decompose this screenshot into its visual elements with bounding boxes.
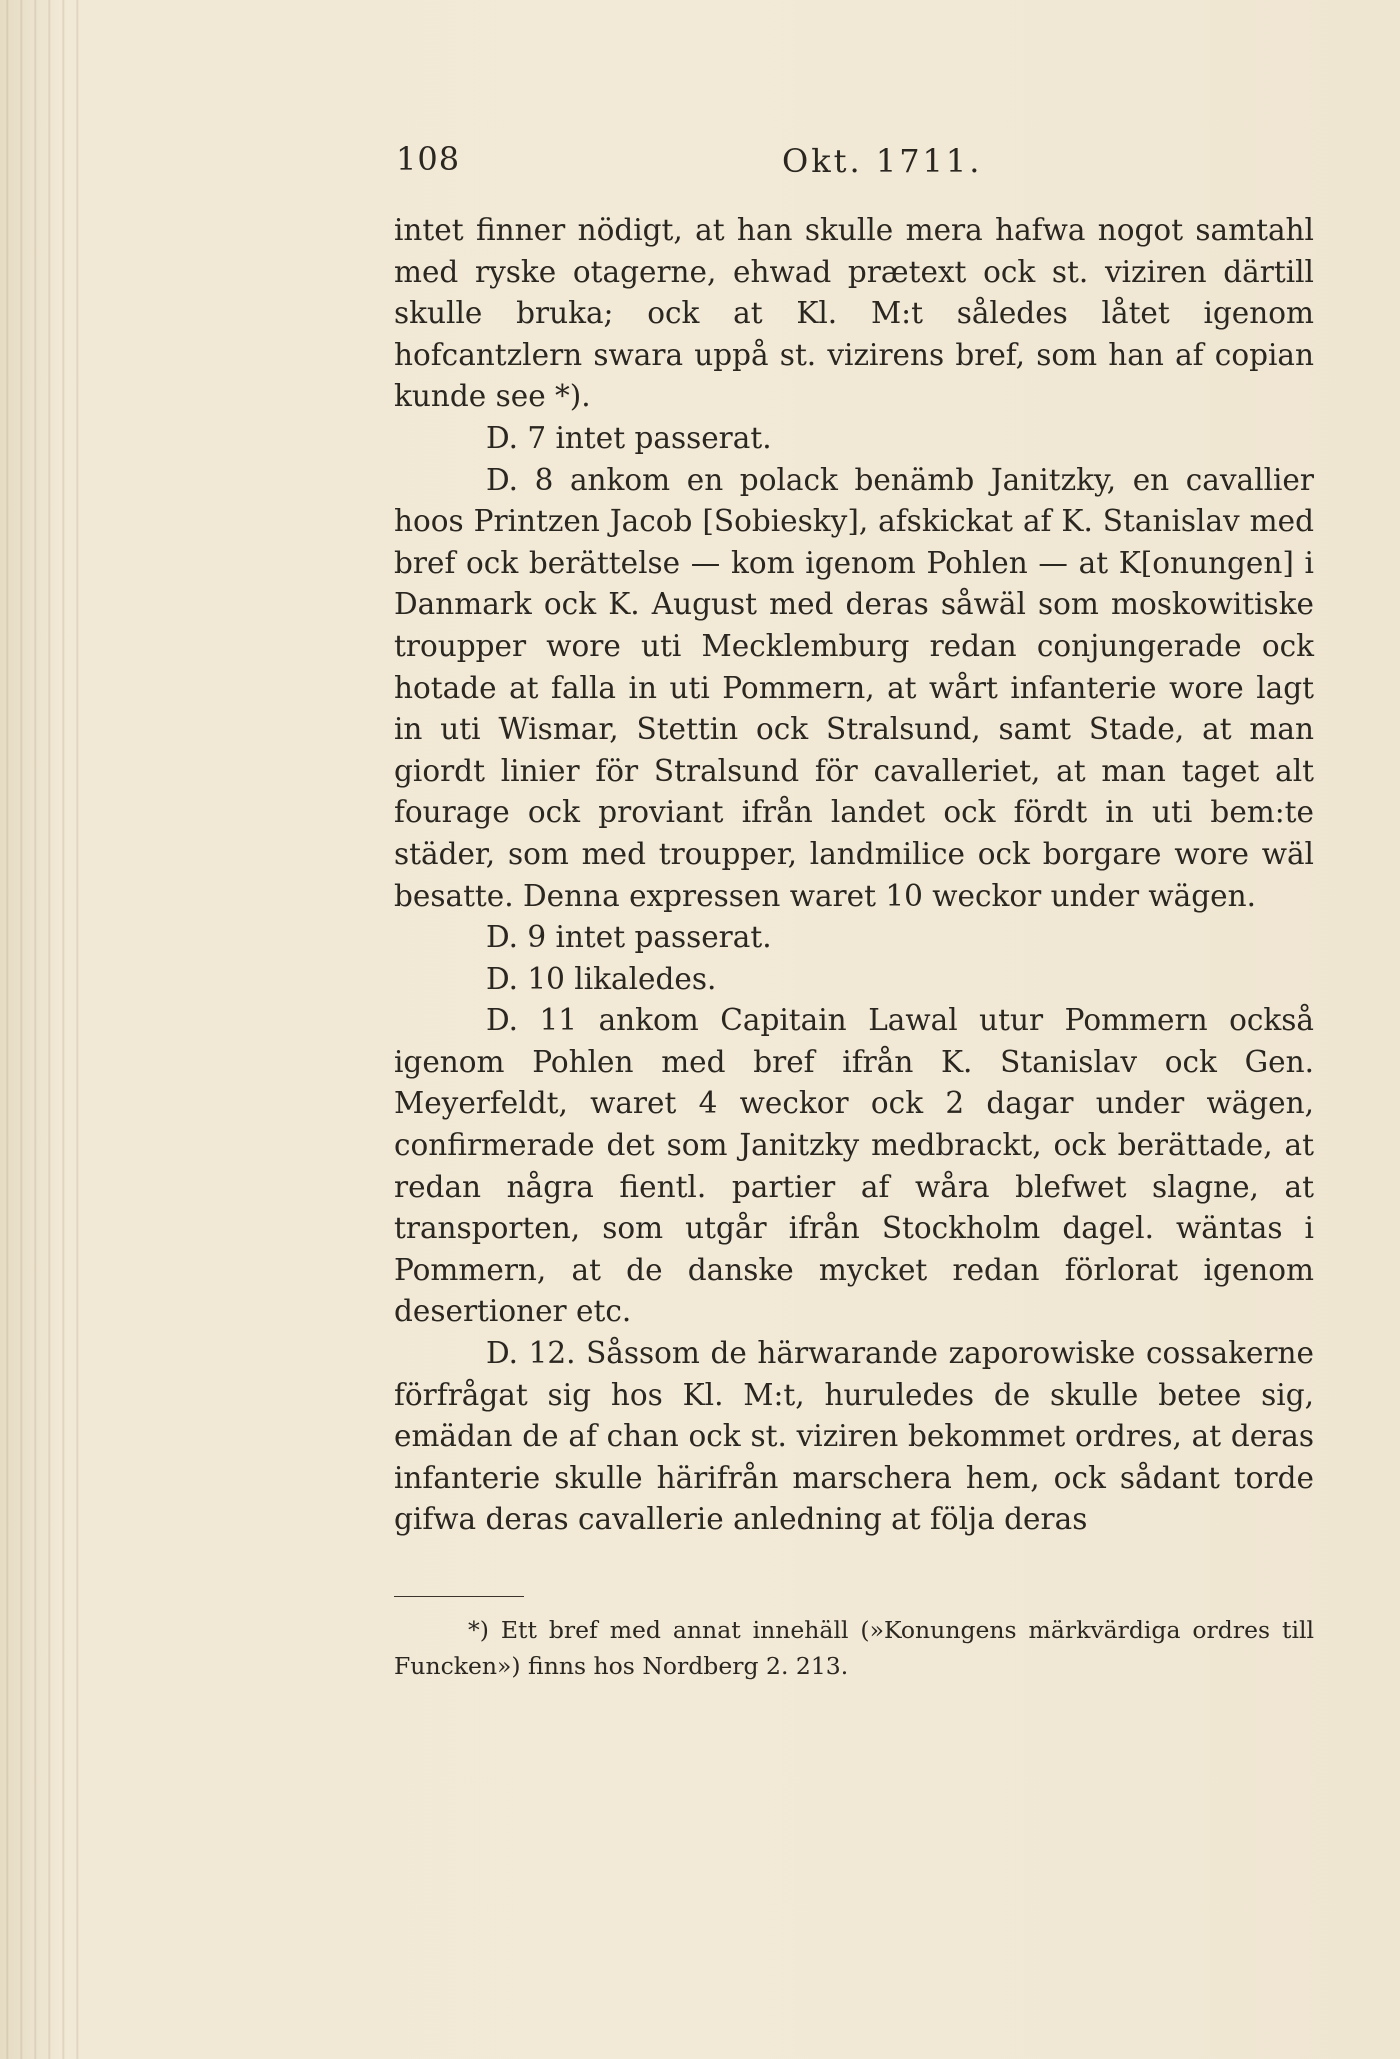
paragraph: D. 9 intet passerat. [486,920,772,955]
running-head: Okt. 1711. [782,142,983,180]
paragraph: D. 10 likaledes. [486,961,717,996]
page-binding-edge [0,0,80,2059]
paragraph: intet finner nödigt, at han skulle mera hafwa nogot samtahl med ryske otagerne, ehwad prætext ock st. viziren därtill skulle bruka; ock at Kl. M:t således låtet igenom hofcantzlern swara uppå st. vizirens bref, som han af copian kunde see *). [394,213,1314,414]
footnote [394,1612,1314,1684]
footnote-divider [394,1596,524,1597]
paragraph: D. 8 ankom en polack benämb Janitzky, en cavallier hoos Printzen Jacob [Sobiesky], afskickat af K. Stanislav med bref ock berättelse — kom igenom Pohlen — at K[onungen] i Danmark ock K. August med deras såwäl som moskowitiske troupper wore uti Mecklemburg redan conjungerade ock hotade at falla in uti Pommern, at wårt infanterie wore lagt in uti Wismar, Stettin ock Stralsund, samt Stade, at man giordt linier för Stralsund för cavalleriet, at man taget alt fourage ock proviant ifrån landet ock fördt in uti bem:te städer, som med troupper, landmilice ock borgare wore wäl besatte. Denna expressen waret 10 weckor under wägen. [394,462,1314,913]
page-number: 108 [396,140,461,178]
main-text [394,210,1314,1541]
paragraph: D. 7 intet passerat. [486,420,772,455]
paragraph: D. 12. Såssom de härwarande zaporowiske cossakerne förfrågat sig hos Kl. M:t, huruledes de skulle betee sig, emädan de af chan ock st. viziren bekommet ordres, at deras infanterie skulle härifrån marschera hem, ock sådant torde gifwa deras cavallerie anledning at följa deras [394,1336,1314,1537]
page-header [396,140,1306,190]
paragraph: D. 11 ankom Capitain Lawal utur Pommern också igenom Pohlen med bref ifrån K. Stanislav ock Gen. Meyerfeldt, waret 4 weckor ock 2 dagar under wägen, confirmerade det som Janitzky medbrackt, ock berättade, at redan några fientl. partier af wåra blefwet slagne, at transporten, som utgår ifrån Stockholm dagel. wäntas i Pommern, at de danske mycket redan förlorat igenom desertioner etc. [394,1003,1314,1329]
footnote-text: *) Ett bref med annat innehäll (»Konungens märkvärdiga ordres till Funcken») finns hos Nordberg 2. 213. [394,1616,1314,1680]
